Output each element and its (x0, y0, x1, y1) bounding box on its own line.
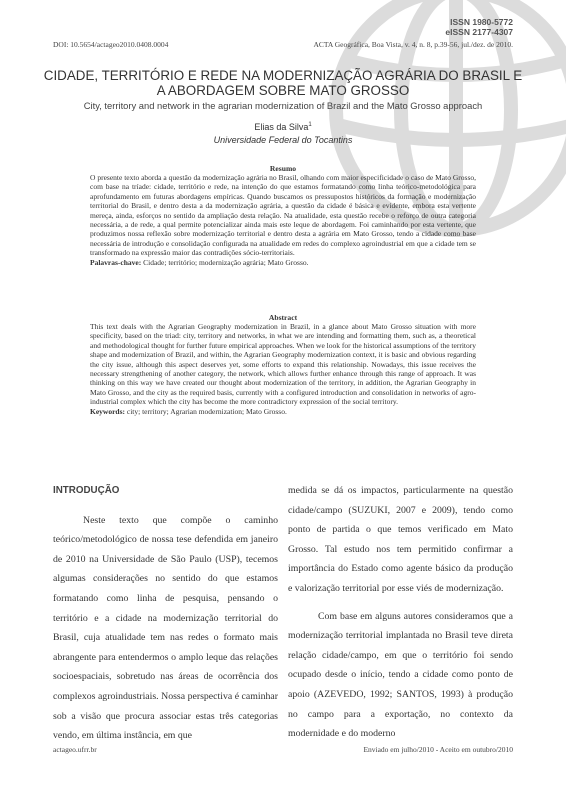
eissn: eISSN 2177-4307 (445, 27, 513, 37)
author-footnote-mark: 1 (308, 122, 312, 128)
issn: ISSN 1980-5772 (450, 17, 513, 27)
abstract-text: This text deals with the Agrarian Geography modernization in Brazil, in a glance about Mato Grosso situation with more specificity, based on the triad: city, territory and networks, in what we are intending and formatting them, such as, a theoretical and methodological thought for further future empirical approaches. When we look for the historical assumptions of the territory shape and modernization of Brazil, and within, the Agrarian Geography modernization context, it is basic and obvious regarding the city issue, although this aspect deserves yet, some efforts to expand this relationship. Nowadays, this issue receives the necessary strengthening of another category, the network, which allows further enhance through this range of approach. It was thinking on this way we have created our thought about modernization of the territory, in addition, the Agrarian Geography in Mato Grosso, and the city as the required basis, currently with a configured introduction and consolidation in networks of agro-industrial complex which the city has become the more contradictory expression of the social territory. (90, 322, 476, 407)
body-paragraph: Com base em alguns autores consideramos que a modernização territorial implantada no Brasil teve direta relação cidade/campo, em que o território foi sendo ocupado desde o início, tendo a cidade como ponto de apoio (AZEVEDO, 1992; SANTOS, 1993) à produção no campo para a exportação, no contexto da modernidade e do moderno (288, 610, 513, 740)
section-heading-introducao: INTRODUÇÃO (53, 485, 120, 496)
author-line (0, 122, 566, 132)
issn-block (445, 17, 513, 37)
article-subtitle: City, territory and network in the agrarian modernization of Brazil and the Mato Grosso approach (83, 100, 483, 111)
abstract-keywords-text: city; territory; Agrarian modernization; Mato Grosso. (126, 406, 287, 416)
resumo-text: O presente texto aborda a questão da modernização agrária no Brasil, olhando com maior especificidade o caso de Mato Grosso, com base na tríade: cidade, território e rede, na intenção do que estamos formatando como linha teórico-metodológica para aprofundamento em futuras abordagens empíricas. Quando buscamos os pressupostos históricos da formação e modernização territorial do Brasil, e dentro desta a da modernização agrária, a questão da cidade é básica e evidente, embora esta vertente mereça, ainda, esforços no sentido da ampliação desta relação. Na atualidade, esta questão recebe o reforço de outra categoria necessária, a de rede, a qual permite potencializar ainda mais este leque de abordagem. Foi caminhando por esta vertente, que produzimos nossa reflexão sobre modernização territorial e dentro desta a agrária em Mato Grosso, tendo a cidade como base necessária de introdução e consolidação configurada na atualidade em redes do complexo agroindustrial em que a cidade tem se transformado na expressão maior das contradições sócio-territoriais. (90, 173, 476, 258)
abstract-block (90, 322, 476, 416)
abstract-keywords-label: Keywords: (90, 406, 125, 416)
footer-dates: Enviado em julho/2010 - Aceito em outubro/2010 (363, 745, 513, 754)
body-paragraph: medida se dá os impactos, particularmente na questão cidade/campo (SUZUKI, 2007 e 2009), tendo como ponto de partida o que temos verificado em Mato Grosso. Tal estudo nos tem permitido confirmar a importância do Estado como agente básico da produção e valorização territorial por esse viés de modernização. (288, 485, 513, 594)
resumo-block (90, 173, 476, 267)
resumo-keywords-text: Cidade; território; modernização agrária; Mato Grosso. (143, 257, 309, 267)
body-paragraph: Neste texto que compõe o caminho teórico/metodológico de nossa tese defendida em janeiro de 2010 na Universidade de São Paulo (USP), tecemos algumas considerações no sentido do que estamos formatando como linha de pesquisa, pensando o território e a cidade na modernização territorial do Brasil, cuja atualidade tem nas redes o formato mais abrangente para entendermos o amplo leque das relações socioespaciais, sobretudo nas áreas de ocorrência dos complexos agroindustriais. Nossa perspectiva é caminhar sob a visão que procura associar estas três categorias vendo, em última instância, em que (53, 514, 278, 742)
doi-link[interactable]: DOI: 10.5654/actageo2010.0408.0004 (53, 40, 169, 49)
author-affiliation: Universidade Federal do Tocantins (213, 135, 353, 145)
abstract-keywords (90, 407, 476, 416)
body-column-left (53, 481, 278, 746)
abstract-heading: Abstract (268, 313, 298, 322)
body-column-right (288, 481, 513, 744)
resumo-heading: Resumo (269, 164, 297, 173)
resumo-keywords-label: Palavras-chave: (90, 257, 142, 267)
footer-site-link[interactable]: actageo.ufrr.br (53, 745, 97, 754)
journal-citation: ACTA Geográfica, Boa Vista, v. 4, n. 8, p.39-56, jul./dez. de 2010. (313, 40, 513, 49)
author-name: Elias da Silva (254, 122, 309, 132)
article-title: CIDADE, TERRITÓRIO E REDE NA MODERNIZAÇÃO AGRÁRIA DO BRASIL E A ABORDAGEM SOBRE MATO GROSSO (43, 68, 523, 98)
resumo-keywords (90, 258, 476, 267)
